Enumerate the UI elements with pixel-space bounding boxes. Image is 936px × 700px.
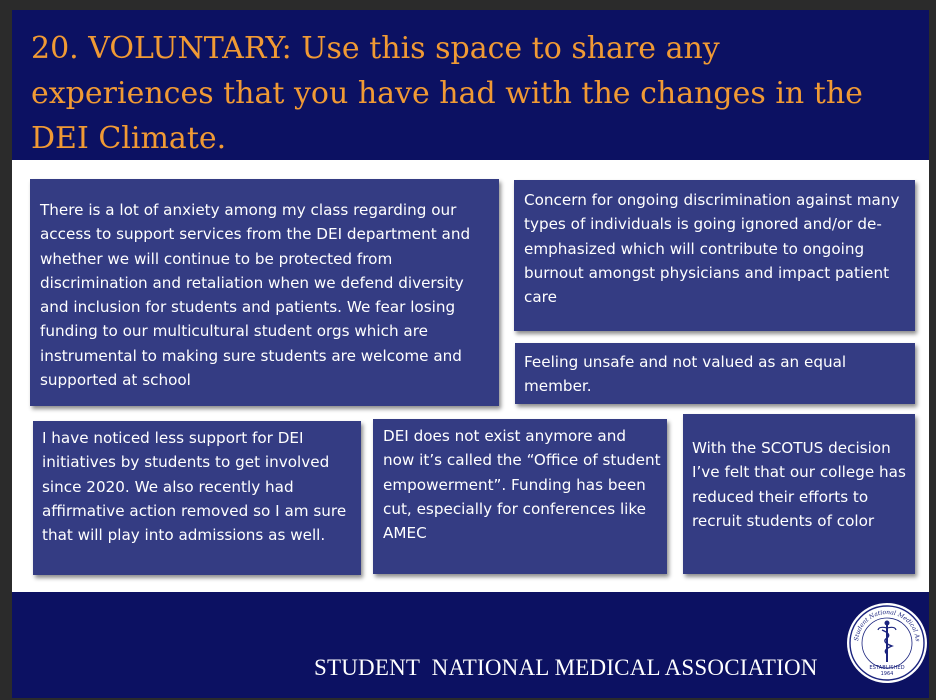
association-seal-logo xyxy=(846,602,928,684)
svg-text:ESTABLISHED: ESTABLISHED xyxy=(869,665,905,671)
slide-title: 20. VOLUNTARY: Use this space to share any experiences that you have had with the changes in the DEI Climate. xyxy=(31,31,863,156)
response-box-scotus-decision xyxy=(683,414,915,574)
response-text: With the SCOTUS decision I’ve felt that our college has reduced their efforts to recruit students of color xyxy=(692,439,906,530)
title-banner xyxy=(12,10,929,160)
response-text: DEI does not exist anymore and now it’s called the “Office of student empowerment”. Funding has been cut, especially for conferences like AMEC xyxy=(383,427,661,543)
response-box-office-renamed xyxy=(373,419,667,574)
response-text: I have noticed less support for DEI initiatives by students to get involved since 2020. We also recently had affirmative action removed so I am sure that will play into admissions as well. xyxy=(42,429,347,545)
response-box-less-support xyxy=(33,421,361,575)
svg-text:1964: 1964 xyxy=(880,671,894,677)
slide xyxy=(12,10,929,698)
response-box-ongoing-discrimination xyxy=(514,180,915,331)
response-box-feeling-unsafe xyxy=(515,343,915,404)
organization-name: STUDENT NATIONAL MEDICAL ASSOCIATION xyxy=(314,655,818,680)
response-box-class-anxiety xyxy=(30,179,499,406)
footer-banner xyxy=(12,592,929,698)
response-text: Feeling unsafe and not valued as an equal member. xyxy=(524,353,847,396)
response-text: Concern for ongoing discrimination against many types of individuals is going ignored and/or de-emphasized which will contribute to ongoing burnout amongst physicians and impact patient care xyxy=(524,191,900,307)
svg-text:Student National Medical Assoc: Student National Medical As xyxy=(853,608,921,642)
response-text: There is a lot of anxiety among my class regarding our access to support services from the DEI department and whether we will continue to be protected from discrimination and retaliation when we defend diversity and inclusion for students and patients. We fear losing funding to our multicultural student orgs which are instrumental to making sure students are welcome and supported at school xyxy=(40,201,471,390)
